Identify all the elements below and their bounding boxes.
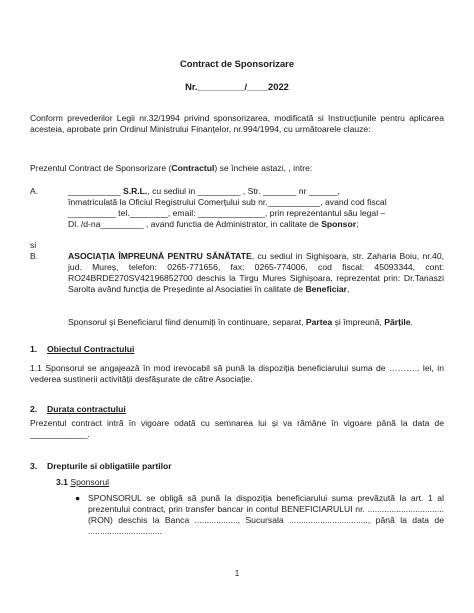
party-a-body xyxy=(68,186,444,230)
section-3-1-heading: 3.1 Sponsorul xyxy=(56,477,110,487)
section-3-heading: 3. Drepturile si obligatiile partilor xyxy=(30,461,172,471)
section-1-text: 1.1 Sponsorul se angajează în mod irevocabil să pună la dispoziția beneficiarului suma de ……….. lei, in vederea sustinerii activității desfășurate de către Asociație. xyxy=(30,363,444,384)
party-separator-si: si xyxy=(30,240,37,250)
party-b-letter: B. xyxy=(30,251,39,261)
party-a-line3: __________ tel.________, email: ______________, prin reprezentantul său legal – xyxy=(68,208,386,218)
party-a-line2: înmatriculată la Oficiul Registrului Comerțului sub nr.___________, avand cod fiscal xyxy=(68,197,387,207)
document-title: Contract de Sponsorizare xyxy=(179,58,295,69)
intro-paragraph: Conform prevederilor Legii nr.32/1994 privind sponsorizarea, modificată si Instrucțiunile pentru aplicarea acesteia, aprobate prin Ordinul Ministrului Finanțelor, nr.994/1994, cu următoarele clauze: xyxy=(30,113,444,134)
bullet-icon: ● xyxy=(75,493,81,503)
contract-number-line: Nr._________/____2022 xyxy=(185,81,289,92)
party-a-letter: A. xyxy=(30,186,39,196)
section-1-heading: 1. Obiectul Contractului xyxy=(30,344,135,354)
party-a-line1: ___________ S.R.L., cu sediul in _________ , Str. _______ nr ______, xyxy=(68,186,340,196)
concluded-paragraph: Prezentul Contract de Sponsorizare (Contractul) se încheie astazi, , intre: xyxy=(30,163,313,173)
section-2-text: Prezentul contract intră în vigoare odată cu semnarea lui și va rămâne în vigoare până la data de ____________. xyxy=(30,418,444,439)
party-b-body: ASOCIAȚIA ÎMPREUNĂ PENTRU SĂNĂTATE, cu sediul in Sighișoara, str. Zaharia Boiu, nr.40, jud. Mureș, telefon: 0265-771656, fax: 0265-774006, cod fiscal: 45093344, cont: RO24BRDE270SV42196852700 deschis la Tirgu Mures Sighișoara, reprezentat prin: Dr.Tanaszi Sarolta având funcția de Președinte al Asociatiei în calitate de Beneficiar, xyxy=(68,251,445,294)
section-3-1-bullet-text: SPONSORUL se obligă să pună la dispoziția beneficiarului suma prevăzută la art. 1 al prezentului contract, prin transfer bancar in contul BENEFICIARULUI nr. ................................ (RON) deschis la Banca .................., Sucursala ................................., până la data de ............................... xyxy=(88,493,444,536)
party-a-line4: Dl. /d-na_________ , avand functia de Administrator, in calitate de Sponsor; xyxy=(68,219,359,229)
parties-definition: Sponsorul și Beneficiarul fiind denumiți în continuare, separat, Partea și împreună, Părțile. xyxy=(68,317,413,327)
page-number: 1 xyxy=(234,569,240,578)
section-2-heading: 2. Durata contractului xyxy=(30,404,126,414)
